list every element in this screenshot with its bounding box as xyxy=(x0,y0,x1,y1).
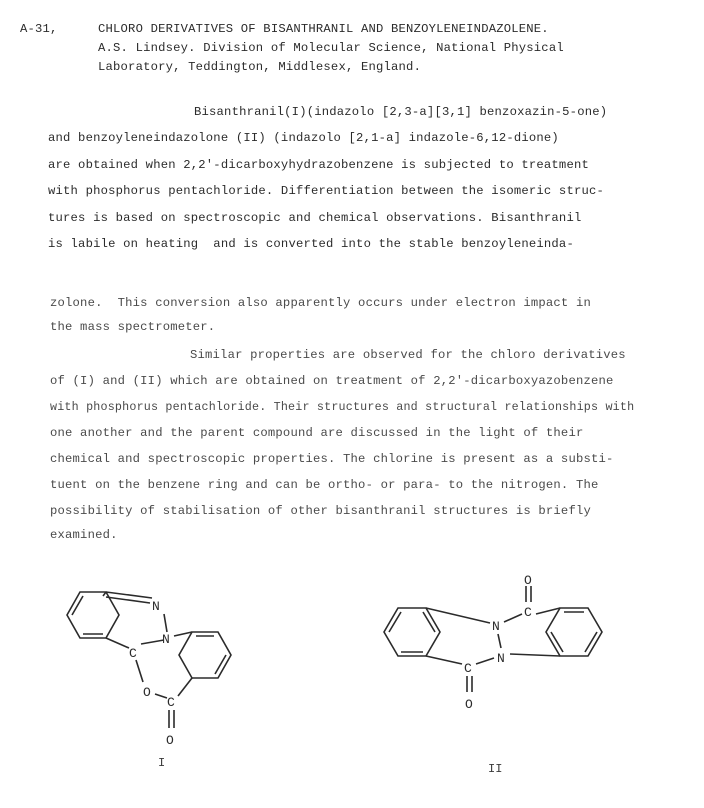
paragraph2-line: with phosphorus pentachloride. Their structures and structural relationships with xyxy=(50,400,635,414)
paragraph1-line: is labile on heating and is converted into the stable benzoyleneinda- xyxy=(48,237,574,251)
atom-label-o-ring: O xyxy=(143,685,151,700)
structure-I-caption: I xyxy=(158,756,166,770)
paragraph1-line: are obtained when 2,2'-dicarboxyhydrazobenzene is subjected to treatment xyxy=(48,158,589,172)
paragraph2-line: Similar properties are observed for the chloro derivatives xyxy=(190,348,626,362)
atom-label-n-upper: N xyxy=(492,619,500,634)
atom-label-c-carbonyl: C xyxy=(167,695,175,710)
paragraph1-cont-line: the mass spectrometer. xyxy=(50,320,216,334)
abstract-authors: A.S. Lindsey. Division of Molecular Science, National Physical xyxy=(98,41,564,55)
structure-I-bisanthranil xyxy=(40,570,280,770)
atom-label-o-bottom: O xyxy=(465,697,473,712)
paragraph1-line: with phosphorus pentachloride. Differentiation between the isomeric struc- xyxy=(48,184,605,198)
abstract-number: A-31, xyxy=(20,22,58,36)
atom-label-c-bottom: C xyxy=(464,661,472,676)
atom-label-o-carbonyl: O xyxy=(166,733,174,748)
paragraph2-line: possibility of stabilisation of other bisanthranil structures is briefly xyxy=(50,504,591,518)
paragraph2-line: chemical and spectroscopic properties. The chlorine is present as a substi- xyxy=(50,452,614,466)
atom-label-o-top: O xyxy=(524,573,532,588)
atom-label-n-top: N xyxy=(152,599,160,614)
abstract-affiliation: Laboratory, Teddington, Middlesex, England. xyxy=(98,60,422,74)
paragraph2-line: examined. xyxy=(50,528,118,542)
paragraph1-cont-line: zolone. This conversion also apparently occurs under electron impact in xyxy=(50,296,591,310)
paragraph2-line: one another and the parent compound are discussed in the light of their xyxy=(50,426,584,440)
structure-II-benzoyleneindazolone xyxy=(370,568,650,748)
paragraph1-line: tures is based on spectroscopic and chemical observations. Bisanthranil xyxy=(48,211,582,225)
atom-label-n-lower: N xyxy=(497,651,505,666)
paragraph1-line: and benzoyleneindazolone (II) (indazolo [2,1-a] indazole-6,12-dione) xyxy=(48,131,559,145)
atom-label-n-mid: N xyxy=(162,632,170,647)
paragraph1-line: Bisanthranil(I)(indazolo [2,3-a][3,1] benzoxazin-5-one) xyxy=(194,105,608,119)
paragraph2-line: tuent on the benzene ring and can be ortho- or para- to the nitrogen. The xyxy=(50,478,599,492)
abstract-title: CHLORO DERIVATIVES OF BISANTHRANIL AND BENZOYLENEINDAZOLENE. xyxy=(98,22,549,36)
structure-II-caption: II xyxy=(488,762,503,776)
atom-label-c-top: C xyxy=(524,605,532,620)
paragraph2-line: of (I) and (II) which are obtained on treatment of 2,2'-dicarboxyazobenzene xyxy=(50,374,614,388)
atom-label-c-ring: C xyxy=(129,646,137,661)
